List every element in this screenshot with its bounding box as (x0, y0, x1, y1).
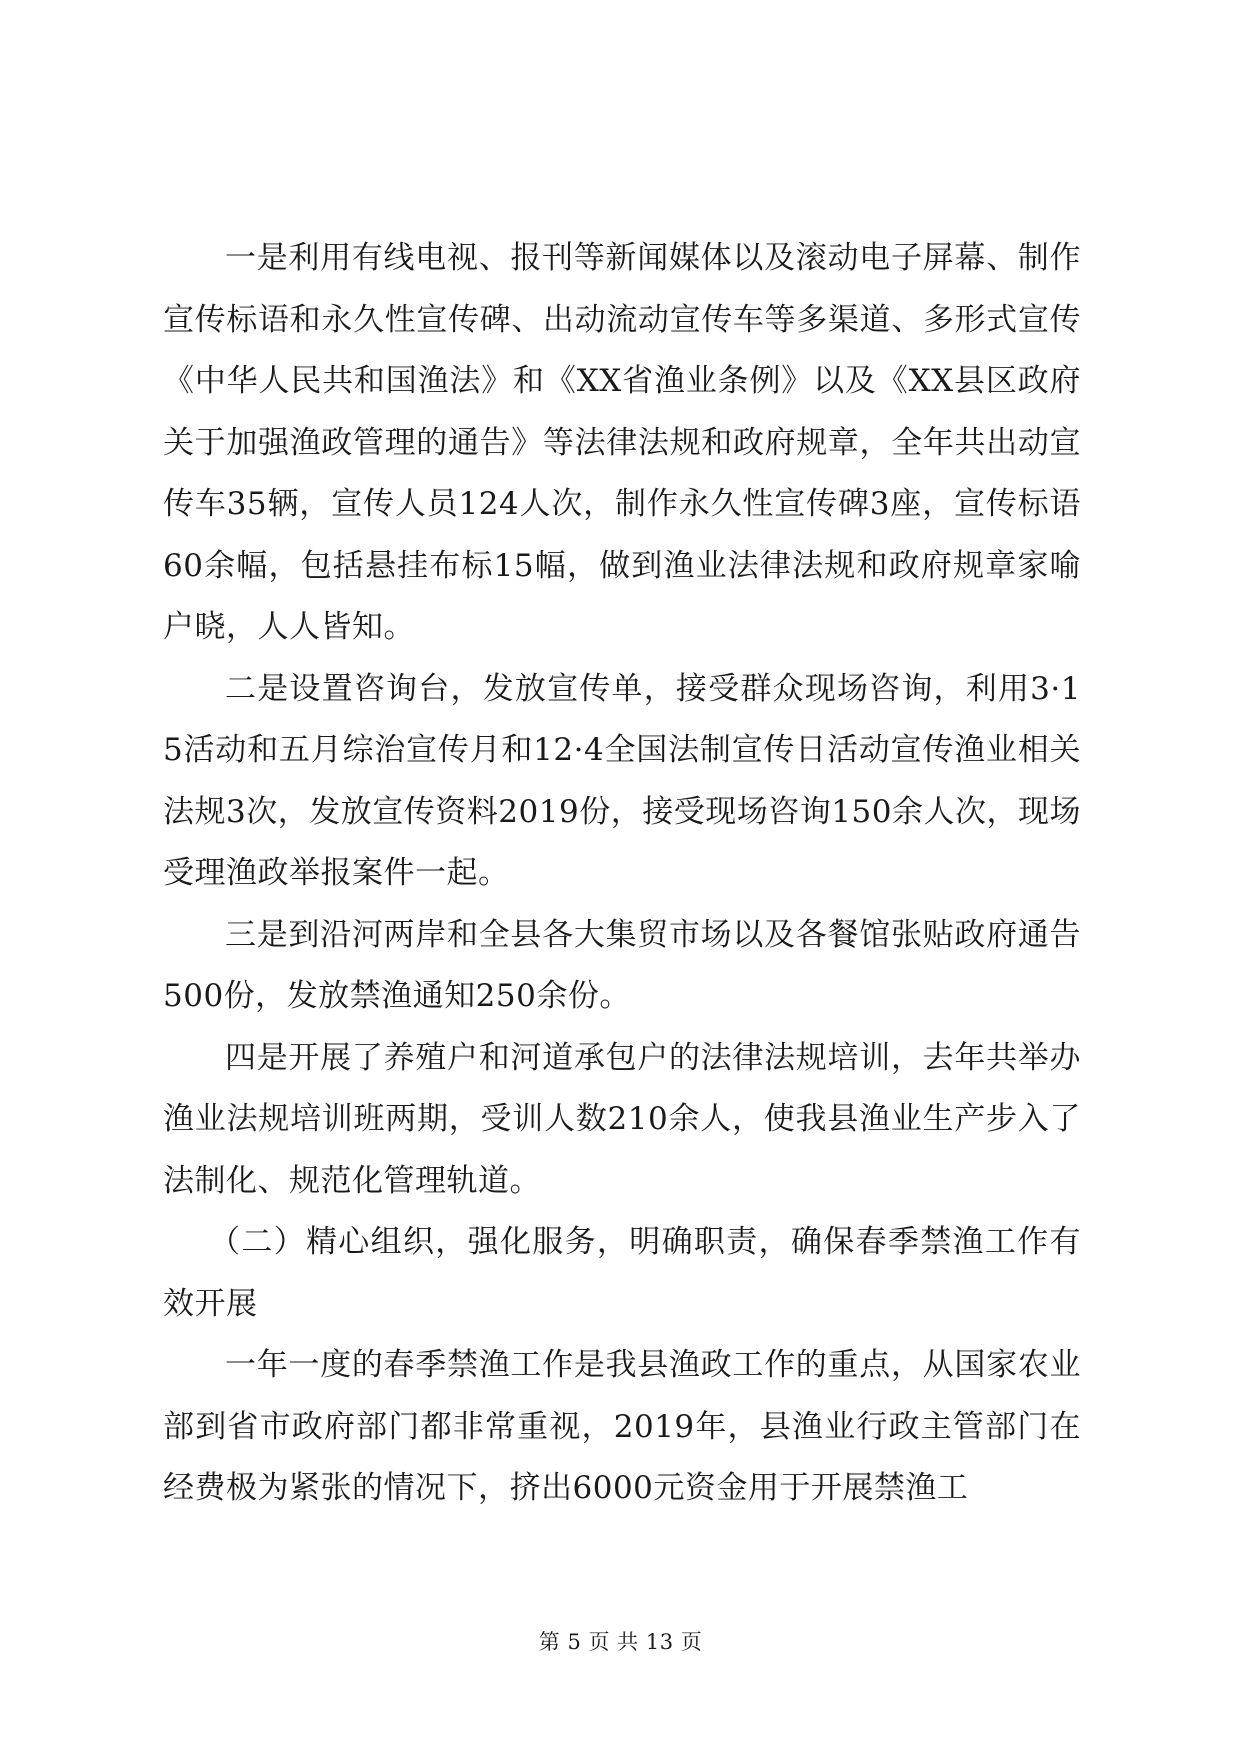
page-number-label: 第 5 页 共 13 页 (538, 1630, 703, 1654)
paragraph-training: 四是开展了养殖户和河道承包户的法律法规培训，去年共举办渔业法规培训班两期，受训人数210余人，使我县渔业生产步入了法制化、规范化管理轨道。 (163, 1039, 1081, 1199)
paragraph-consultation-desk: 二是设置咨询台，发放宣传单，接受群众现场咨询，利用3·15活动和五月综治宣传月和12·4全国法制宣传日活动宣传渔业相关法规3次，发放宣传资料2019份，接受现场咨询150余人次，现场受理渔政举报案件一起。 (163, 670, 1081, 891)
page-footer (0, 1627, 1241, 1657)
document-body (163, 228, 1081, 1520)
section-heading-spring-fishing-ban: （二）精心组织，强化服务，明确职责，确保春季禁渔工作有效开展 (163, 1224, 1081, 1322)
paragraph-market-notices: 三是到沿河两岸和全县各大集贸市场以及各餐馆张贴政府通告500份，发放禁渔通知250余份。 (163, 916, 1081, 1014)
paragraph-publicity-media: 一是利用有线电视、报刊等新闻媒体以及滚动电子屏幕、制作宣传标语和永久性宣传碑、出动流动宣传车等多渠道、多形式宣传《中华人民共和国渔法》和《XX省渔业条例》以及《XX县区政府关于加强渔政管理的通告》等法律法规和政府规章，全年共出动宣传车35辆，宣传人员124人次，制作永久性宣传碑3座，宣传标语60余幅，包括悬挂布标15幅，做到渔业法律法规和政府规章家喻户晓，人人皆知。 (163, 240, 1081, 645)
paragraph-spring-fishing-ban: 一年一度的春季禁渔工作是我县渔政工作的重点，从国家农业部到省市政府部门都非常重视，2019年，县渔业行政主管部门在经费极为紧张的情况下，挤出6000元资金用于开展禁渔工 (163, 1347, 1081, 1506)
